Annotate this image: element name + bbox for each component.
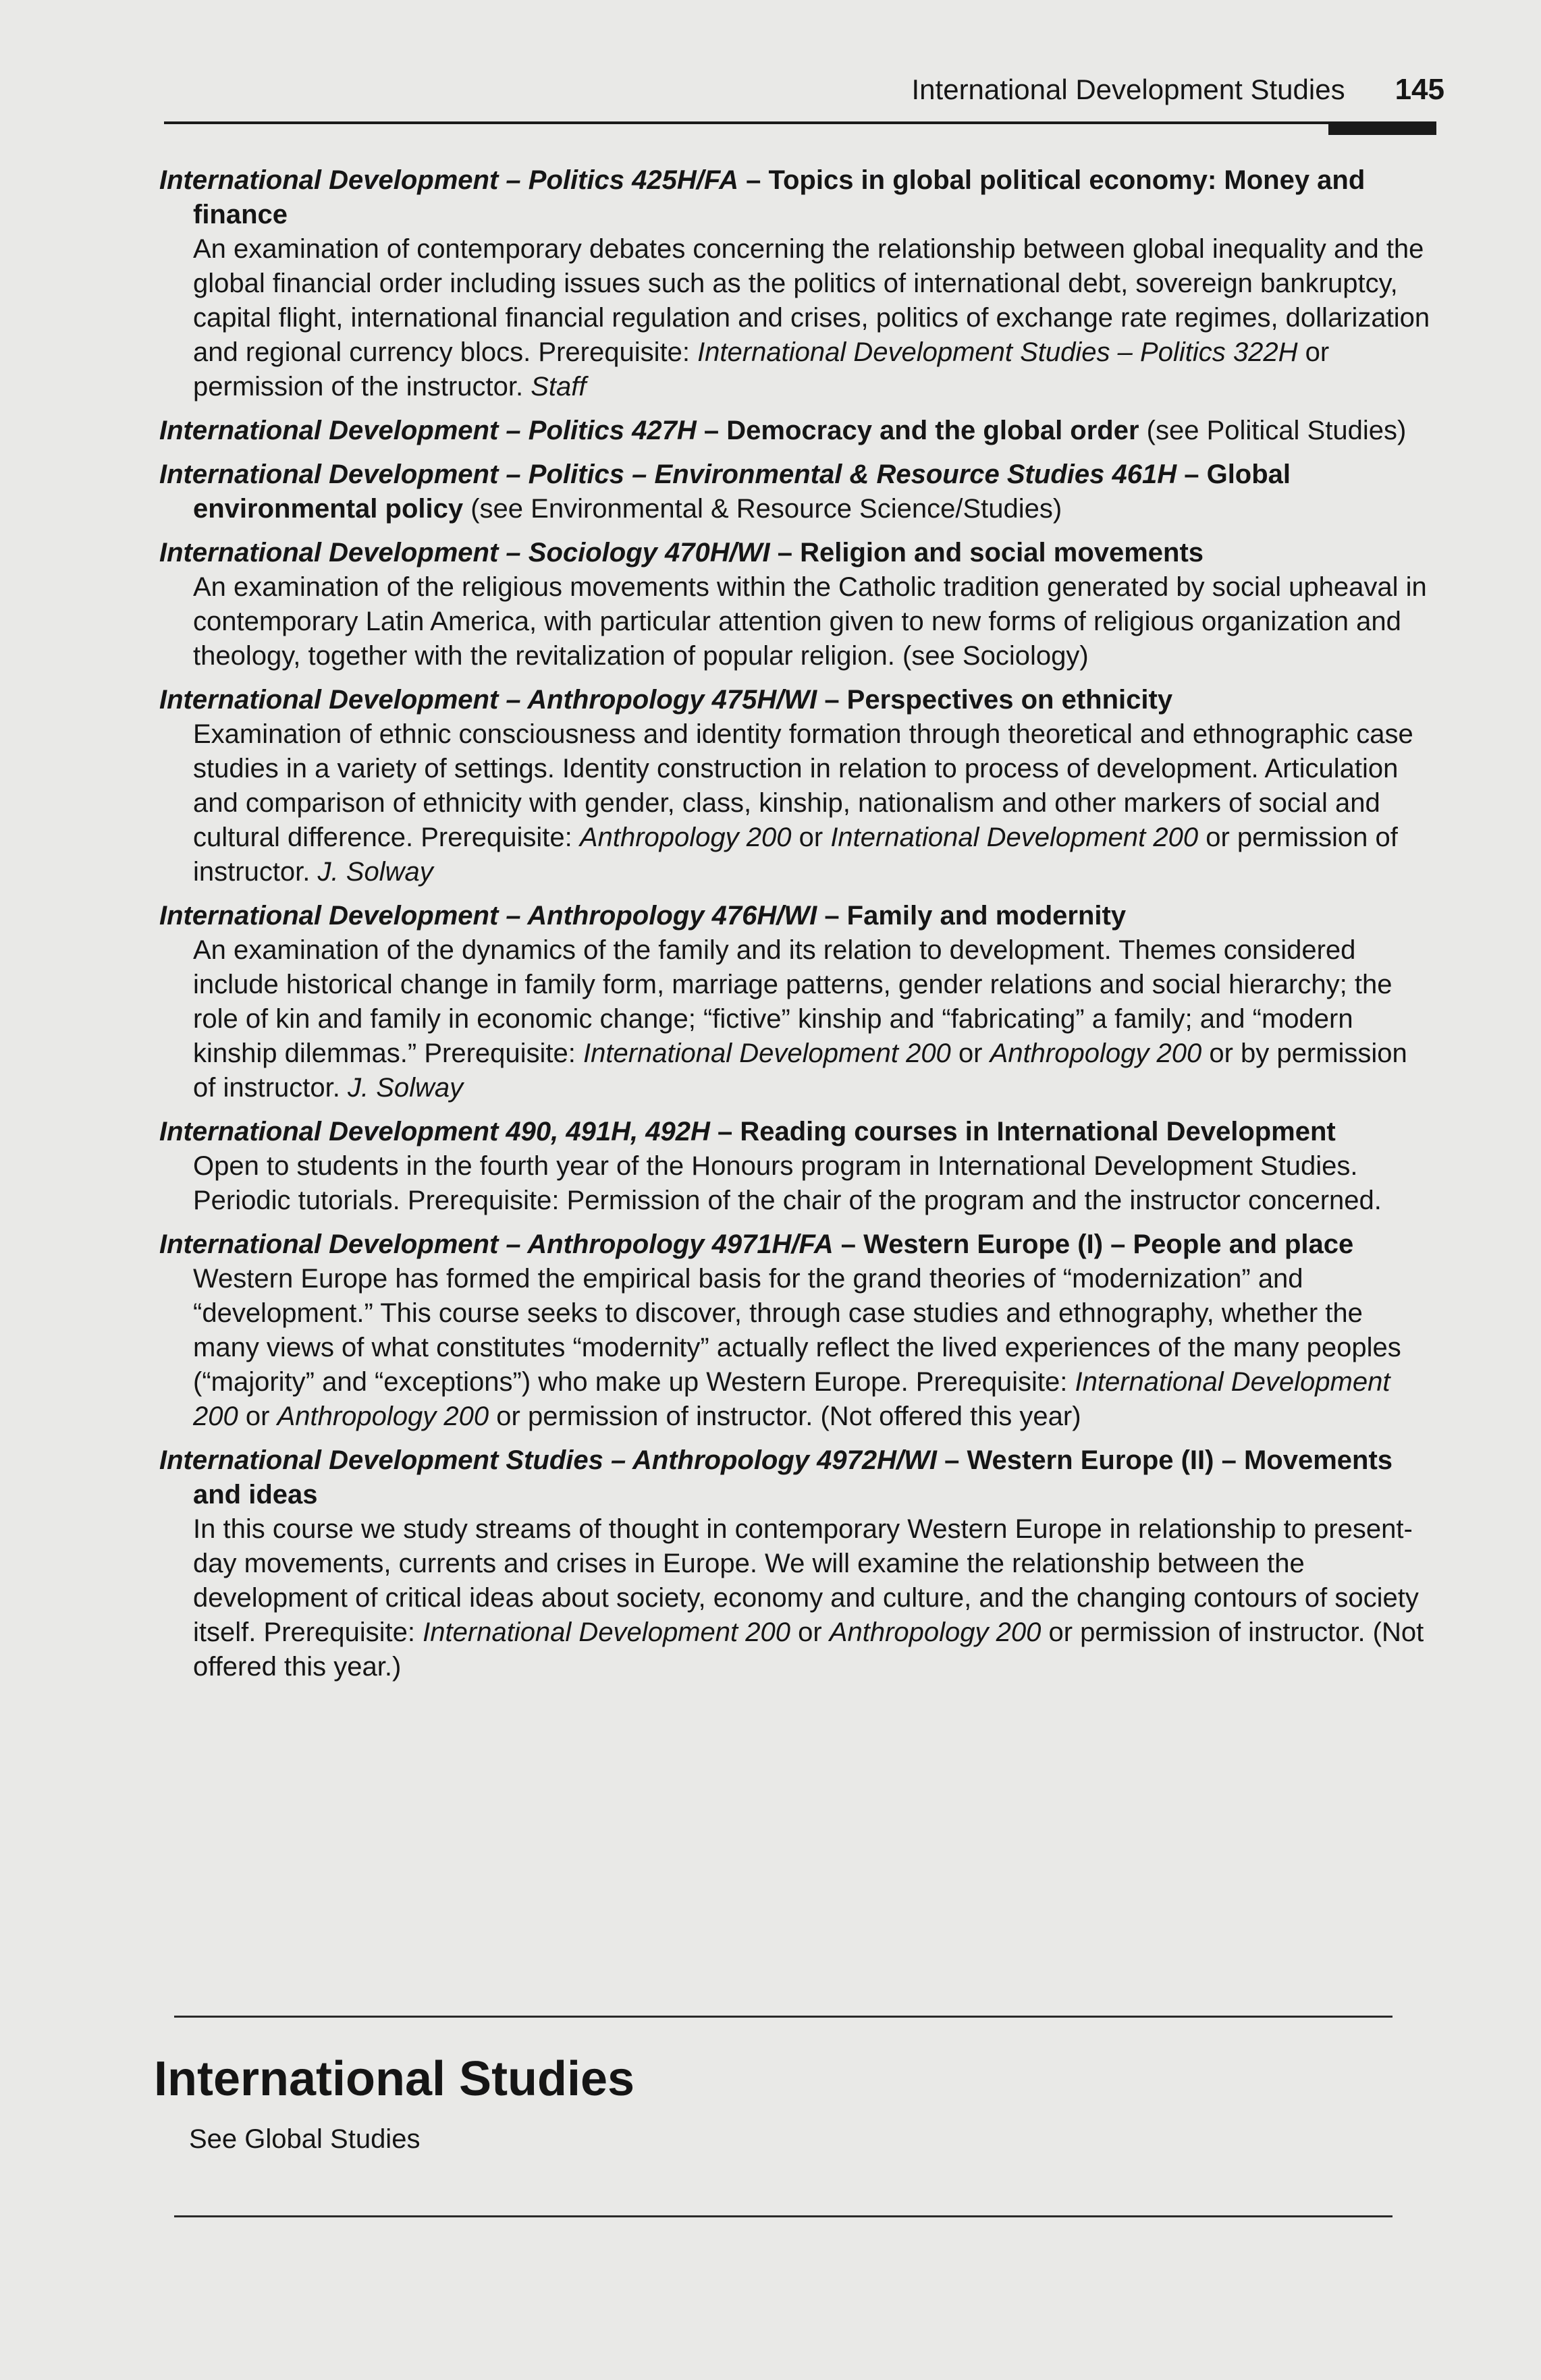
course-description bbox=[159, 1262, 1435, 1434]
course-title-separator: – bbox=[840, 1229, 864, 1259]
course-heading bbox=[159, 458, 1435, 526]
course-entry bbox=[159, 414, 1435, 448]
course-code: International Development 490, 491H, 492H bbox=[159, 1117, 710, 1146]
course-title-separator: – bbox=[777, 538, 801, 568]
prerequisite-course: International Development 200 bbox=[193, 1367, 1390, 1431]
description-text: Western Europe has formed the empirical basis for the grand theories of “modernization” and “development.” This course seeks to discover, through case studies and ethnography, whether the many views of what constitutes “modernity” actually reflect the lived experiences of the many peoples (“majority” and “exceptions”) who make up Western Europe. Prerequisite: bbox=[193, 1264, 1401, 1397]
section-title: International Studies bbox=[154, 2052, 635, 2106]
prerequisite-course: Anthropology 200 bbox=[990, 1039, 1202, 1068]
course-entry bbox=[159, 899, 1435, 1105]
description-text: Examination of ethnic consciousness and identity formation through theoretical and ethnographic case studies in a variety of settings. Identity construction in relation to process of development. Articulation and comparison of ethnicity with gender, class, kinship, nationalism and other markers of social and cultural difference. Prerequisite: bbox=[193, 719, 1413, 852]
prerequisite-join: or bbox=[798, 1617, 822, 1647]
course-title: Religion and social movements bbox=[800, 538, 1204, 568]
course-title: Western Europe (II) – Movements and ideas bbox=[193, 1445, 1393, 1510]
course-heading bbox=[159, 163, 1435, 232]
course-description bbox=[159, 232, 1435, 404]
description-text: An examination of the religious movements within the Catholic tradition generated by social upheaval in contemporary Latin America, with particular attention given to new forms of religious organization and theology, together with the revitalization of popular religion. (see Sociology) bbox=[193, 572, 1427, 671]
course-title-separator: – bbox=[824, 901, 847, 931]
course-description bbox=[159, 1149, 1435, 1218]
prerequisite-join: or bbox=[958, 1039, 983, 1068]
description-tail: or permission of instructor. (Not offered this year.) bbox=[193, 1617, 1424, 1682]
section-cross-reference: See Global Studies bbox=[189, 2124, 421, 2154]
description-tail: or permission of instructor. bbox=[193, 823, 1398, 887]
prerequisite-course: Anthropology 200 bbox=[579, 823, 792, 852]
course-title-separator: – bbox=[824, 685, 847, 715]
course-title-separator: – bbox=[944, 1445, 967, 1475]
prerequisite-course: International Development 200 bbox=[583, 1039, 951, 1068]
course-heading bbox=[159, 1443, 1435, 1512]
course-code: International Development – Politics 425H/FA bbox=[159, 165, 739, 195]
course-title: Global environmental policy bbox=[193, 460, 1291, 524]
header-thumb-tab bbox=[1328, 124, 1436, 135]
description-tail: or by permission of instructor. bbox=[193, 1039, 1407, 1103]
course-heading bbox=[159, 1115, 1435, 1149]
cross-reference: (see Environmental & Resource Science/Studies) bbox=[470, 494, 1062, 524]
course-entry bbox=[159, 683, 1435, 889]
course-title: Perspectives on ethnicity bbox=[846, 685, 1173, 715]
course-entry bbox=[159, 1443, 1435, 1684]
instructor-name: J. Solway bbox=[348, 1073, 464, 1103]
course-description bbox=[159, 717, 1435, 889]
course-heading bbox=[159, 536, 1435, 570]
course-code: International Development – Anthropology 475H/WI bbox=[159, 685, 817, 715]
course-code: International Development Studies – Anthropology 4972H/WI bbox=[159, 1445, 938, 1475]
prerequisite-join: or bbox=[799, 823, 823, 852]
cross-reference: (see Political Studies) bbox=[1146, 416, 1407, 445]
course-title: Western Europe (I) – People and place bbox=[863, 1229, 1354, 1259]
header-rule bbox=[164, 121, 1436, 124]
course-entry bbox=[159, 1227, 1435, 1434]
course-title-separator: – bbox=[717, 1117, 740, 1146]
course-heading bbox=[159, 683, 1435, 717]
page-number: 145 bbox=[1395, 73, 1444, 106]
course-description bbox=[159, 933, 1435, 1105]
course-entry bbox=[159, 536, 1435, 673]
description-tail: or permission of the instructor. bbox=[193, 337, 1330, 402]
section-divider bbox=[174, 2016, 1393, 2018]
course-code: International Development – Sociology 470H/WI bbox=[159, 538, 770, 568]
course-title: Democracy and the global order bbox=[726, 416, 1139, 445]
course-title-separator: – bbox=[1184, 460, 1207, 489]
course-heading bbox=[159, 1227, 1435, 1262]
description-text: Open to students in the fourth year of the Honours program in International Development Studies. Periodic tutorials. Prerequisite: Permission of the chair of the program and the instructor concerned. bbox=[193, 1151, 1382, 1215]
instructor-name: Staff bbox=[531, 372, 587, 402]
course-description bbox=[159, 1512, 1435, 1684]
course-code: International Development – Anthropology 476H/WI bbox=[159, 901, 817, 931]
description-text: An examination of contemporary debates concerning the relationship between global inequality and the global financial order including issues such as the politics of international debt, sovereign bankruptcy, capital flight, international financial regulation and crises, politics of exchange rate regimes, dollarization and regional currency blocs. Prerequisite: bbox=[193, 234, 1430, 367]
course-description bbox=[159, 570, 1435, 673]
course-title: Reading courses in International Development bbox=[740, 1117, 1336, 1146]
course-code: International Development – Politics – Environmental & Resource Studies 461H bbox=[159, 460, 1177, 489]
description-text: In this course we study streams of thought in contemporary Western Europe in relationship to present-day movements, currents and crises in Europe. We will examine the relationship between the development of critical ideas about society, economy and culture, and the changing contours of society itself. Prerequisite: bbox=[193, 1514, 1419, 1647]
running-title: International Development Studies bbox=[911, 74, 1345, 105]
prerequisite-join: or bbox=[245, 1402, 270, 1431]
description-tail: or permission of instructor. (Not offered this year) bbox=[496, 1402, 1081, 1431]
prerequisite-course: International Development 200 bbox=[830, 823, 1199, 852]
course-code: International Development – Politics 427H bbox=[159, 416, 697, 445]
course-entry bbox=[159, 163, 1435, 404]
course-title-separator: – bbox=[746, 165, 769, 195]
instructor-name: J. Solway bbox=[317, 857, 433, 887]
course-heading bbox=[159, 414, 1435, 448]
prerequisite-course: Anthropology 200 bbox=[829, 1617, 1042, 1647]
course-heading bbox=[159, 899, 1435, 933]
course-list bbox=[159, 163, 1435, 1694]
course-entry bbox=[159, 1115, 1435, 1218]
prerequisite-course: International Development 200 bbox=[423, 1617, 790, 1647]
course-entry bbox=[159, 458, 1435, 526]
prerequisite-course: International Development Studies – Politics 322H bbox=[697, 337, 1298, 367]
running-head bbox=[796, 73, 1444, 121]
course-title-separator: – bbox=[703, 416, 727, 445]
course-code: International Development – Anthropology 4971H/FA bbox=[159, 1229, 834, 1259]
course-title: Family and modernity bbox=[846, 901, 1127, 931]
description-text: An examination of the dynamics of the family and its relation to development. Themes considered include historical change in family form, marriage patterns, gender relations and social hierarchy; the role of kin and family in economic change; “fictive” kinship and “fabricating” a family; and “modern kinship dilemmas.” Prerequisite: bbox=[193, 935, 1393, 1068]
section-divider bbox=[174, 2215, 1393, 2217]
course-title: Topics in global political economy: Money and finance bbox=[193, 165, 1366, 229]
prerequisite-course: Anthropology 200 bbox=[277, 1402, 489, 1431]
